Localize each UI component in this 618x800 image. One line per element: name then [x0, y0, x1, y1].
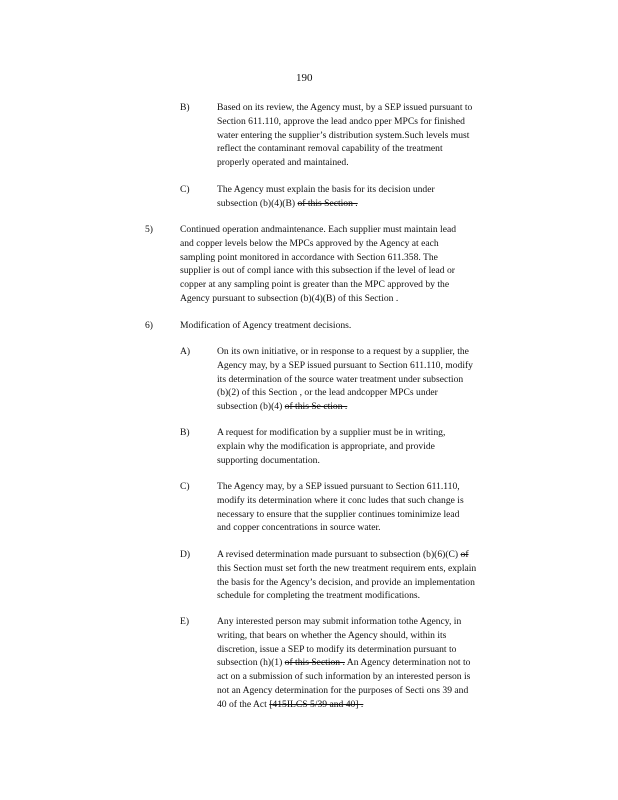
text-line: Section 611.110, approve the lead andco pper MPCs for finished: [217, 115, 465, 127]
text-line: [217, 698, 363, 712]
text-line: the basis for the Agency’s decision, and provide an implementation: [217, 576, 475, 588]
text-line: A request for modification by a supplier must be in writing,: [217, 427, 446, 438]
text-line: its determination of the source water treatment under subsection: [217, 373, 464, 385]
text-line: water entering the supplier’s distribution system.Such levels must: [217, 129, 470, 141]
label-c-6: C): [180, 481, 190, 492]
text-line: properly operated and maintained.: [217, 157, 349, 169]
text-line: (b)(2) of this Section , or the lead andcopper MPCs under: [217, 387, 438, 399]
text-run: 40 of the Act: [217, 698, 270, 710]
text-line: Continued operation andmaintenance. Each supplier must maintain lead: [180, 224, 457, 235]
label-a-6: A): [180, 346, 191, 357]
text-run: subsection (h)(1): [217, 657, 285, 669]
label-b-6: B): [180, 427, 190, 438]
struck-text: of this Section .: [297, 197, 358, 209]
text-line: Agency pursuant to subsection (b)(4)(B) of this Section .: [180, 293, 399, 304]
text-run: An Agency determination not to: [344, 657, 471, 669]
text-line: discretion, issue a SEP to modify its determination pursuant to: [217, 643, 457, 655]
label-d-6: D): [180, 549, 191, 560]
text-line: The Agency must explain the basis for its decision under: [217, 184, 435, 195]
text-line: reflect the contaminant removal capability of the treatment: [217, 143, 443, 155]
text-line: [217, 548, 469, 562]
page-number: 190: [296, 72, 313, 84]
struck-text: of: [460, 549, 469, 560]
text-line: [217, 197, 358, 211]
text-line: modify its determination where it conc ludes that such change is: [217, 494, 464, 506]
text-line: The Agency may, by a SEP issued pursuant to Section 611.110,: [217, 481, 460, 492]
text-line: schedule for completing the treatment modifications.: [217, 590, 421, 602]
text-line: explain why the modification is appropriate, and provide: [217, 440, 435, 452]
text-run: subsection (b)(4): [217, 401, 285, 413]
label-c-4: C): [180, 184, 190, 195]
text-line: [217, 656, 470, 670]
text-line: supporting documentation.: [217, 454, 320, 466]
text-line: act on a submission of such information by an interested person is: [217, 671, 471, 683]
text-run: subsection (b)(4)(B): [217, 197, 298, 209]
struck-text: of this Se ction .: [284, 401, 348, 413]
text-line: this Section must set forth the new treatment requirem ents, explain: [217, 562, 477, 574]
text-line: On its own initiative, or in response to a request by a supplier, the: [217, 346, 469, 357]
label-b-4: B): [180, 102, 190, 113]
text-line: and copper levels below the MPCs approved by the Agency at each: [180, 237, 439, 249]
struck-text: [415ILCS 5/39 and 40] .: [269, 698, 364, 710]
text-line: supplier is out of compl iance with this subsection if the level of lead or: [180, 265, 455, 277]
label-e-6: E): [180, 616, 190, 627]
text-line: writing, that bears on whether the Agency should, within its: [217, 629, 447, 641]
text-line: Agency may, by a SEP issued pursuant to Section 611.110, modify: [217, 359, 473, 371]
label-6: 6): [145, 320, 153, 331]
label-5: 5): [145, 224, 153, 235]
struck-text: of this Section .: [284, 657, 345, 669]
text-line: Any interested person may submit information tothe Agency, in: [217, 616, 462, 627]
text-line: and copper concentrations in source water.: [217, 522, 381, 534]
text-line: not an Agency determination for the purposes of Secti ons 39 and: [217, 685, 469, 696]
text-line: [217, 400, 347, 414]
text-line: sampling point monitored in accordance with Section 611.358. The: [180, 251, 438, 263]
text-run: A revised determination made pursuant to subsection (b)(6)(C): [217, 549, 461, 560]
text-line: necessary to ensure that the supplier continues tominimize lead: [217, 508, 460, 520]
paragraph-6-heading: Modification of Agency treatment decisions.: [180, 320, 352, 331]
text-line: copper at any sampling point is greater than the MPC approved by the: [180, 279, 450, 291]
text-line: Based on its review, the Agency must, by a SEP issued pursuant to: [217, 102, 473, 113]
